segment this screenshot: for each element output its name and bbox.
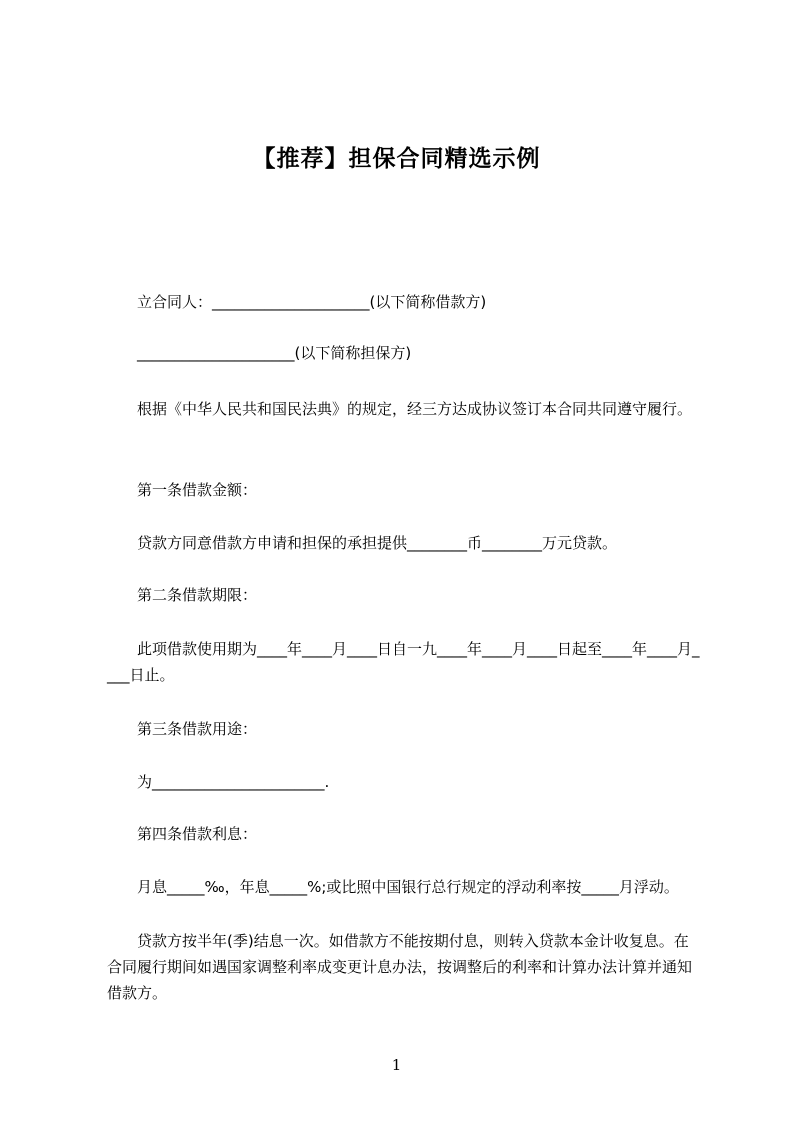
article-1-heading: 第一条借款金额： [137, 481, 258, 499]
article-3-body: 为_______________________. [137, 773, 330, 791]
page-number: 1 [391, 1056, 402, 1074]
article-2-body: 此项借款使用期为____年____月____日自一九____年____月____日起至____年____月____日止。 [107, 640, 700, 684]
document-title: 【推荐】担保合同精选示例 [252, 146, 541, 172]
party-borrower-line: 立合同人：_____________________(以下简称借款方) [137, 293, 487, 311]
article-4-settlement-paragraph: 贷款方按半年(季)结息一次。如借款方不能按期付息，则转入贷款本金计收复息。在合同履行期间如遇国家调整利率成变更计息办法，按调整后的利率和计算办法计算并通知借款方。 [107, 932, 693, 1002]
party-guarantor-line: _____________________(以下简称担保方) [137, 344, 412, 362]
article-3-heading: 第三条借款用途： [137, 720, 258, 738]
article-2-heading: 第二条借款期限： [137, 586, 258, 604]
article-4-rate-line: 月息_____‰，年息_____%;或比照中国银行总行规定的浮动利率按_____月浮动。 [137, 878, 679, 896]
article-4-heading: 第四条借款利息： [137, 825, 258, 843]
article-1-body: 贷款方同意借款方申请和担保的承担提供________币________万元贷款。 [137, 534, 618, 552]
preamble-paragraph: 根据《中华人民共和国民法典》的规定，经三方达成协议签订本合同共同遵守履行。 [137, 400, 693, 418]
